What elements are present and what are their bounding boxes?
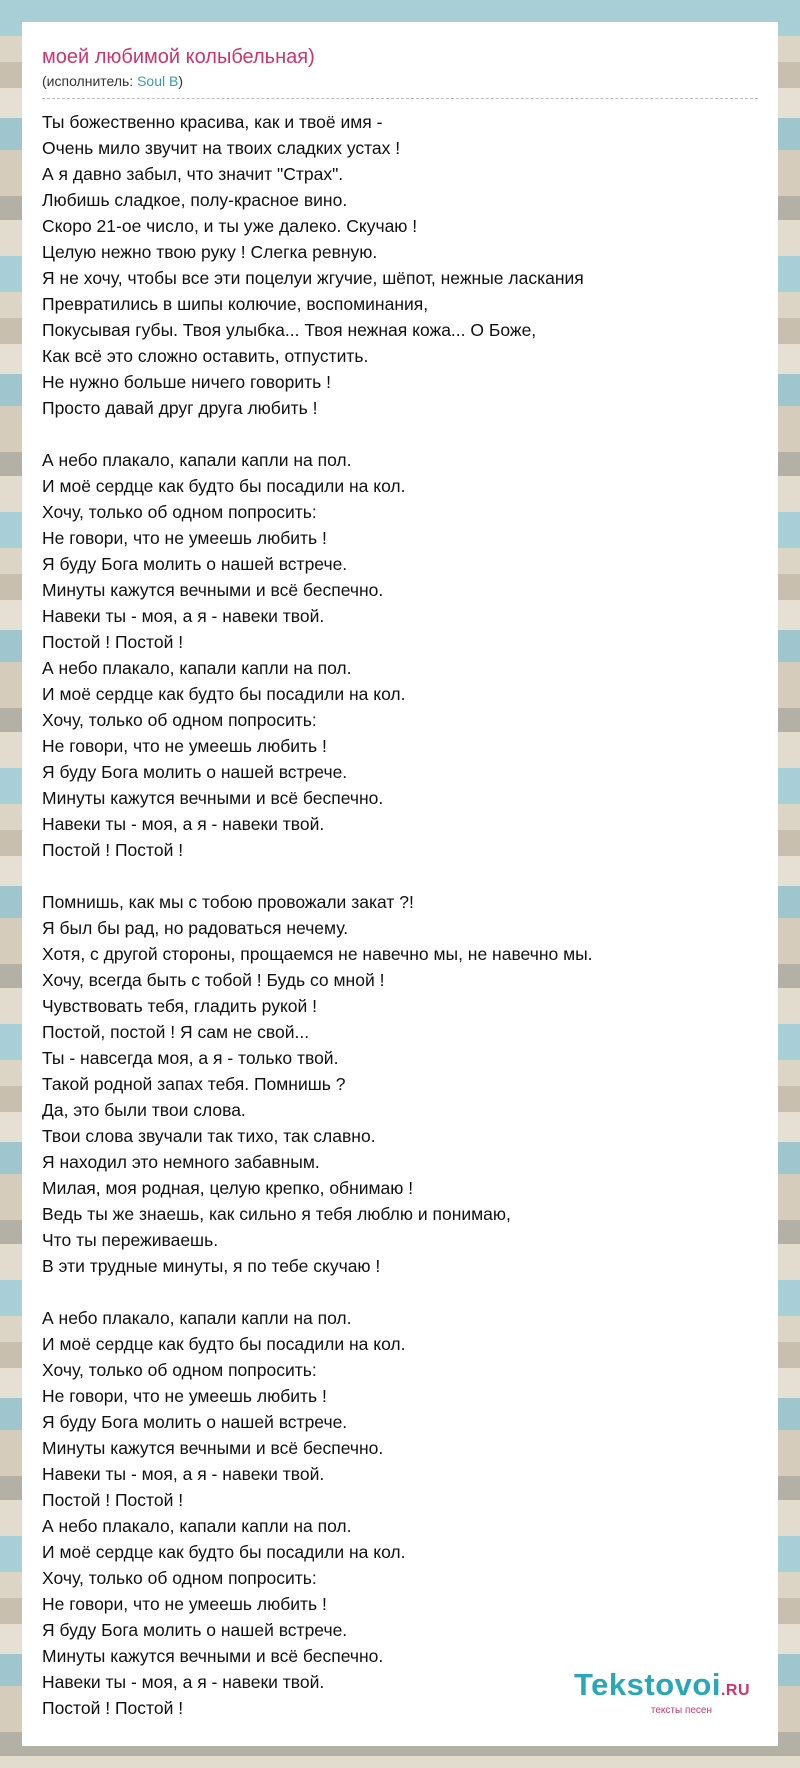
lyric-line: Хочу, только об одном попросить: bbox=[42, 1568, 317, 1588]
lyric-line: А небо плакало, капали капли на пол. bbox=[42, 1516, 352, 1536]
lyric-line: Я буду Бога молить о нашей встрече. bbox=[42, 1620, 348, 1640]
lyric-line: И моё сердце как будто бы посадили на кол. bbox=[42, 476, 406, 496]
lyric-line: И моё сердце как будто бы посадили на кол. bbox=[42, 1542, 406, 1562]
performer-link[interactable]: Soul B bbox=[137, 73, 179, 89]
lyric-line: Навеки ты - моя, а я - навеки твой. bbox=[42, 1672, 325, 1692]
lyric-line: Минуты кажутся вечными и всё беспечно. bbox=[42, 1646, 384, 1666]
lyric-line: Я не хочу, чтобы все эти поцелуи жгучие, шёпот, нежные ласкания bbox=[42, 268, 584, 288]
site-logo[interactable] bbox=[574, 1669, 750, 1716]
lyric-line: Хочу, только об одном попросить: bbox=[42, 710, 317, 730]
lyric-line: Да, это были твои слова. bbox=[42, 1100, 246, 1120]
lyric-line: Целую нежно твою руку ! Слегка ревную. bbox=[42, 242, 378, 262]
lyrics-body bbox=[22, 99, 778, 1721]
logo-main-text: Tekstovoi bbox=[574, 1667, 721, 1702]
lyric-line: Просто давай друг друга любить ! bbox=[42, 398, 318, 418]
lyric-line: В эти трудные минуты, я по тебе скучаю ! bbox=[42, 1256, 381, 1276]
lyrics-card bbox=[22, 22, 778, 1746]
lyric-line: Не говори, что не умеешь любить ! bbox=[42, 1594, 327, 1614]
performer-prefix: (исполнитель: bbox=[42, 73, 138, 89]
lyric-line: Не говори, что не умеешь любить ! bbox=[42, 528, 327, 548]
lyric-line: Я буду Бога молить о нашей встрече. bbox=[42, 762, 348, 782]
lyric-line: Как всё это сложно оставить, отпустить. bbox=[42, 346, 369, 366]
lyric-line: Постой, постой ! Я сам не свой... bbox=[42, 1022, 310, 1042]
lyric-line: И моё сердце как будто бы посадили на кол. bbox=[42, 1334, 406, 1354]
lyric-line: Я находил это немного забавным. bbox=[42, 1152, 320, 1172]
lyric-line: Что ты переживаешь. bbox=[42, 1230, 219, 1250]
lyric-line: Твои слова звучали так тихо, так славно. bbox=[42, 1126, 376, 1146]
lyric-line: Хочу, всегда быть с тобой ! Будь со мной ! bbox=[42, 970, 385, 990]
lyric-line: Превратились в шипы колючие, воспоминания, bbox=[42, 294, 429, 314]
song-header bbox=[22, 22, 778, 90]
lyric-line: Покусывая губы. Твоя улыбка... Твоя нежная кожа... О Боже, bbox=[42, 320, 537, 340]
lyric-line: А небо плакало, капали капли на пол. bbox=[42, 658, 352, 678]
lyric-line: Чувствовать тебя, гладить рукой ! bbox=[42, 996, 318, 1016]
logo-tld: .RU bbox=[720, 1682, 750, 1699]
lyric-line: Я буду Бога молить о нашей встрече. bbox=[42, 554, 348, 574]
lyric-line: Не говори, что не умеешь любить ! bbox=[42, 736, 327, 756]
performer-suffix: ) bbox=[178, 73, 184, 89]
lyric-line: Навеки ты - моя, а я - навеки твой. bbox=[42, 1464, 325, 1484]
lyric-line: Минуты кажутся вечными и всё беспечно. bbox=[42, 580, 384, 600]
lyric-line: Ты божественно красива, как и твоё имя - bbox=[42, 112, 383, 132]
lyric-line: Скоро 21-ое число, и ты уже далеко. Скучаю ! bbox=[42, 216, 418, 236]
lyric-line: Милая, моя родная, целую крепко, обнимаю ! bbox=[42, 1178, 414, 1198]
lyric-line: Любишь сладкое, полу-красное вино. bbox=[42, 190, 348, 210]
lyric-line: Постой ! Постой ! bbox=[42, 840, 184, 860]
lyric-line: Я буду Бога молить о нашей встрече. bbox=[42, 1412, 348, 1432]
lyric-line: Не нужно больше ничего говорить ! bbox=[42, 372, 331, 392]
stanza-break bbox=[42, 863, 758, 889]
lyric-line: Ведь ты же знаешь, как сильно я тебя люблю и понимаю, bbox=[42, 1204, 511, 1224]
lyric-line: А небо плакало, капали капли на пол. bbox=[42, 450, 352, 470]
performer-line bbox=[42, 72, 758, 90]
lyric-line: Не говори, что не умеешь любить ! bbox=[42, 1386, 327, 1406]
lyric-line: А я давно забыл, что значит "Страх". bbox=[42, 164, 344, 184]
lyric-line: Помнишь, как мы с тобою провожали закат ?! bbox=[42, 892, 414, 912]
lyric-line: И моё сердце как будто бы посадили на кол. bbox=[42, 684, 406, 704]
lyric-line: Навеки ты - моя, а я - навеки твой. bbox=[42, 606, 325, 626]
logo-wordmark bbox=[574, 1669, 750, 1707]
lyric-line: Хочу, только об одном попросить: bbox=[42, 1360, 317, 1380]
lyric-line: Постой ! Постой ! bbox=[42, 1490, 184, 1510]
lyric-line: Минуты кажутся вечными и всё беспечно. bbox=[42, 788, 384, 808]
lyric-line: Я был бы рад, но радоваться нечему. bbox=[42, 918, 349, 938]
lyric-line: Минуты кажутся вечными и всё беспечно. bbox=[42, 1438, 384, 1458]
lyric-line: Такой родной запах тебя. Помнишь ? bbox=[42, 1074, 346, 1094]
stanza-break bbox=[42, 1279, 758, 1305]
song-title: моей любимой колыбельная) bbox=[42, 46, 315, 68]
lyric-line: Хочу, только об одном попросить: bbox=[42, 502, 317, 522]
lyric-line: Постой ! Постой ! bbox=[42, 1698, 184, 1718]
stanza-break bbox=[42, 421, 758, 447]
lyric-line: Постой ! Постой ! bbox=[42, 632, 184, 652]
lyric-line: Навеки ты - моя, а я - навеки твой. bbox=[42, 814, 325, 834]
lyric-line: А небо плакало, капали капли на пол. bbox=[42, 1308, 352, 1328]
lyric-line: Хотя, с другой стороны, прощаемся не навечно мы, не навечно мы. bbox=[42, 944, 593, 964]
lyric-line: Ты - навсегда моя, а я - только твой. bbox=[42, 1048, 339, 1068]
lyric-line: Очень мило звучит на твоих сладких устах ! bbox=[42, 138, 401, 158]
logo-tagline: тексты песен bbox=[650, 1705, 712, 1716]
